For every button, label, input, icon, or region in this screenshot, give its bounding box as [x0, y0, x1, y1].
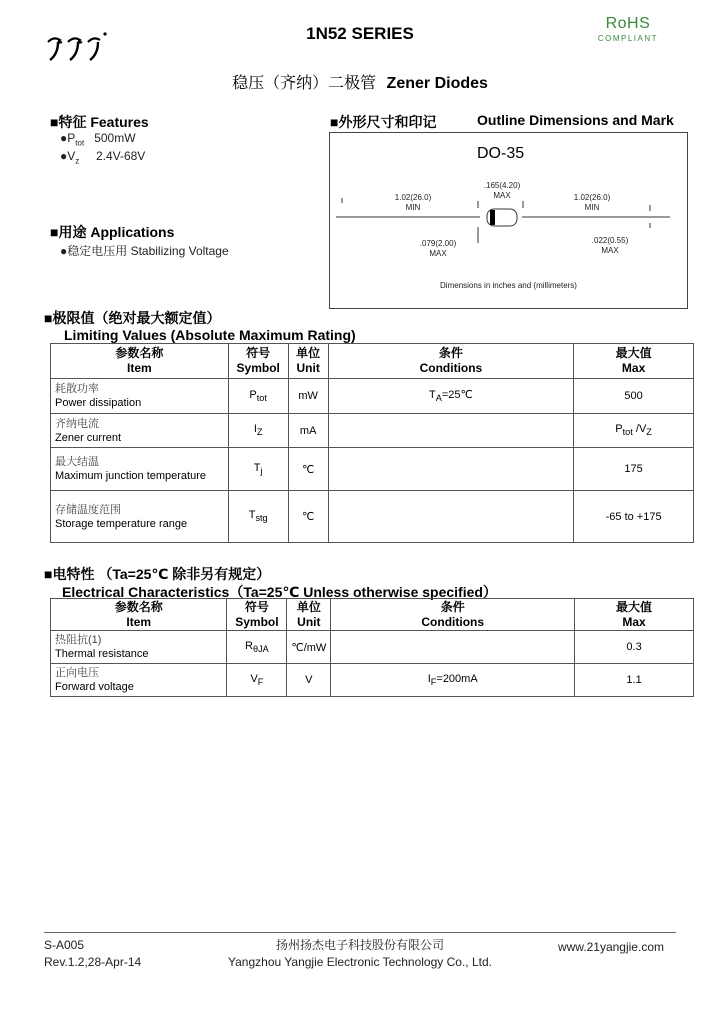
footer-revision: Rev.1.2,28-Apr-14	[44, 955, 142, 969]
header-max	[575, 599, 694, 631]
row-symbol-main: P	[249, 388, 257, 401]
header-unit-cn: 单位	[296, 346, 321, 360]
header-unit-cn: 单位	[296, 599, 321, 614]
limiting-heading-cn: ■极限值（绝对最大额定值）	[44, 310, 221, 326]
row-symbol	[228, 448, 288, 491]
header-symbol-en: Symbol	[236, 361, 280, 375]
package-name: DO-35	[477, 145, 525, 162]
header-item-en: Item	[127, 361, 152, 375]
subtitle-en: Zener Diodes	[386, 75, 488, 92]
outline-heading-cn: ■外形尺寸和印记	[330, 114, 437, 130]
header-conditions-en: Conditions	[421, 614, 485, 629]
row-cond-rest: =200mA	[436, 672, 478, 685]
feature-vz: $●V_z$ 2.4V-68V	[60, 149, 146, 166]
row-item-cn: 齐纳电流	[55, 417, 99, 430]
features-heading: ■特征 Features	[50, 114, 149, 130]
electrical-characteristics-table	[50, 598, 694, 697]
feature-vz-value: 2.4V-68V	[95, 149, 146, 163]
row-symbol	[228, 379, 288, 414]
table-row	[51, 414, 694, 448]
row-item-cn: 正向电压	[55, 667, 99, 679]
feature-ptot: $●P_{tot}$ 500mW	[60, 131, 136, 148]
row-symbol-main: T	[253, 461, 261, 474]
left-lead-value: 1.02(26.0)	[394, 193, 432, 202]
row-symbol-sub: F	[257, 677, 264, 688]
row-max-rest-sub: Z	[646, 427, 652, 438]
table-row	[51, 379, 694, 414]
left-lead-min: MIN	[405, 203, 421, 212]
rohs-label: RoHS	[605, 15, 651, 32]
row-unit: mW	[288, 379, 328, 414]
row-symbol-sub: j	[260, 466, 263, 477]
limiting-heading-en: Limiting Values (Absolute Maximum Rating)	[64, 327, 356, 343]
row-item-cn: 耗散功率	[55, 383, 99, 395]
row-cond-sub: A	[435, 393, 442, 404]
outline-dimensions-box	[329, 132, 688, 309]
row-cond-sub: F	[430, 677, 437, 688]
header-item-cn: 参数名称	[114, 599, 163, 614]
feature-vz-sub: z	[75, 156, 80, 166]
header-conditions	[328, 344, 574, 379]
subtitle-cn: 稳压（齐纳）二极管	[232, 75, 377, 92]
row-unit: mA	[288, 414, 328, 448]
row-unit: ℃	[288, 448, 328, 491]
row-item-en: Maximum junction temperature	[55, 470, 207, 482]
row-item-cn: 存储温度范围	[55, 503, 121, 516]
row-unit: V	[287, 664, 331, 697]
document-subtitle	[0, 70, 720, 93]
footer-company-en: Yangzhou Yangjie Electronic Technology Co., Ltd.	[228, 955, 492, 969]
row-max: 1.1	[575, 664, 694, 697]
rohs-compliant-label: COMPLIANT	[597, 34, 658, 43]
row-unit: ℃/mW	[287, 631, 331, 664]
row-symbol-main: T	[248, 509, 256, 522]
body-diameter-value: .079(2.00)	[419, 239, 457, 248]
electrical-heading-cn: ■电特性 （Ta=25℃ 除非另有规定）	[44, 566, 271, 582]
row-max-sub: tot	[622, 427, 633, 438]
row-item-cn: 最大结温	[55, 456, 99, 468]
table-header-row	[51, 344, 694, 379]
footer-company-cn: 扬州扬杰电子科技股份有限公司	[275, 938, 444, 952]
header-symbol-en: Symbol	[235, 614, 279, 629]
header-symbol-cn: 符号	[244, 599, 269, 614]
row-symbol-sub: stg	[255, 513, 268, 524]
row-conditions	[328, 379, 574, 414]
header-unit-en: Unit	[297, 614, 321, 629]
lead-diameter-value: .022(0.55)	[591, 236, 629, 245]
row-item	[51, 491, 229, 543]
feature-ptot-value: 500mW	[94, 131, 136, 145]
row-unit: ℃	[288, 491, 328, 543]
rohs-badge	[598, 15, 658, 43]
header-unit	[288, 344, 328, 379]
body-diameter	[408, 239, 468, 259]
header-symbol	[227, 599, 287, 631]
row-item-en: Thermal resistance	[55, 648, 149, 660]
header-max-cn: 最大值	[615, 346, 652, 360]
header-max-cn: 最大值	[616, 599, 653, 614]
row-symbol	[228, 414, 288, 448]
row-item-cn: 热阻抗(1)	[55, 634, 102, 646]
row-item-en: Storage temperature range	[55, 517, 188, 530]
body-diameter-max: MAX	[429, 249, 447, 258]
row-max-main: P	[615, 423, 623, 436]
row-cond-rest: =25℃	[441, 389, 473, 402]
feature-ptot-sub: tot	[75, 138, 85, 148]
row-conditions	[328, 491, 574, 543]
header-unit	[287, 599, 331, 631]
right-lead-length	[557, 193, 627, 213]
row-item	[51, 379, 229, 414]
header-max	[574, 344, 694, 379]
footer-divider	[44, 932, 676, 933]
right-lead-min: MIN	[584, 203, 600, 212]
header-max-en: Max	[622, 614, 646, 629]
row-symbol-sub: θJA	[253, 644, 269, 655]
lead-diameter	[580, 236, 640, 256]
header-conditions	[331, 599, 575, 631]
body-length-max: MAX	[493, 191, 511, 200]
header-conditions-en: Conditions	[419, 361, 483, 375]
table-row	[51, 448, 694, 491]
table-header-row	[51, 599, 694, 631]
header-unit-en: Unit	[296, 361, 320, 375]
right-lead-value: 1.02(26.0)	[573, 193, 611, 202]
body-length	[472, 181, 532, 201]
outline-heading-en: Outline Dimensions and Mark	[477, 112, 674, 128]
dimensions-note: Dimensions in inches and (millimeters)	[440, 281, 577, 290]
lead-diameter-max: MAX	[601, 246, 619, 255]
row-symbol	[227, 631, 287, 664]
document-title: 1N52 SERIES	[306, 24, 414, 43]
header-symbol-cn: 符号	[246, 346, 271, 360]
header-item-en: Item	[126, 614, 152, 629]
header-conditions-cn: 条件	[438, 346, 463, 360]
row-item	[51, 631, 227, 664]
row-item-en: Power dissipation	[55, 397, 142, 409]
application-item: ●稳定电压用 Stabilizing Voltage	[60, 244, 229, 258]
row-item-en: Forward voltage	[55, 681, 134, 693]
row-symbol-main: R	[245, 639, 253, 652]
row-cond-main: I	[427, 672, 431, 685]
row-conditions	[328, 448, 574, 491]
row-symbol-main: I	[253, 423, 257, 436]
applications-heading: ■用途 Applications	[50, 224, 175, 240]
table-row	[51, 664, 694, 697]
electrical-heading-en: Electrical Characteristics（Ta=25℃ Unless otherwise specified）	[62, 584, 497, 600]
row-item-en: Zener current	[55, 431, 122, 444]
row-max: 500	[574, 379, 694, 414]
table-row	[51, 491, 694, 543]
row-item	[51, 414, 229, 448]
header-item	[51, 599, 227, 631]
footer-url[interactable]: www.21yangjie.com	[557, 940, 664, 954]
feature-vz-symbol: V	[67, 149, 76, 163]
row-symbol	[228, 491, 288, 543]
row-symbol-sub: tot	[256, 393, 267, 404]
header-conditions-cn: 条件	[440, 599, 465, 614]
row-max: 0.3	[575, 631, 694, 664]
row-item	[51, 448, 229, 491]
body-length-value: .165(4.20)	[483, 181, 521, 190]
row-symbol	[227, 664, 287, 697]
left-lead-length	[378, 193, 448, 213]
row-max-rest: /V	[632, 423, 647, 436]
row-conditions	[328, 414, 574, 448]
row-max: 175	[574, 448, 694, 491]
row-conditions	[331, 664, 575, 697]
row-max	[574, 414, 694, 448]
row-cond-main: T	[428, 389, 436, 402]
row-conditions	[331, 631, 575, 664]
header-item	[51, 344, 229, 379]
row-item	[51, 664, 227, 697]
table-row	[51, 631, 694, 664]
header-max-en: Max	[621, 361, 646, 375]
row-max: -65 to +175	[574, 491, 694, 543]
limiting-values-table	[50, 343, 694, 543]
header-item-cn: 参数名称	[115, 346, 164, 360]
row-symbol-main: V	[250, 672, 258, 685]
footer-doc-code: S-A005	[44, 938, 85, 952]
header-symbol	[228, 344, 288, 379]
row-symbol-sub: Z	[256, 427, 263, 438]
feature-ptot-symbol: P	[67, 131, 76, 145]
